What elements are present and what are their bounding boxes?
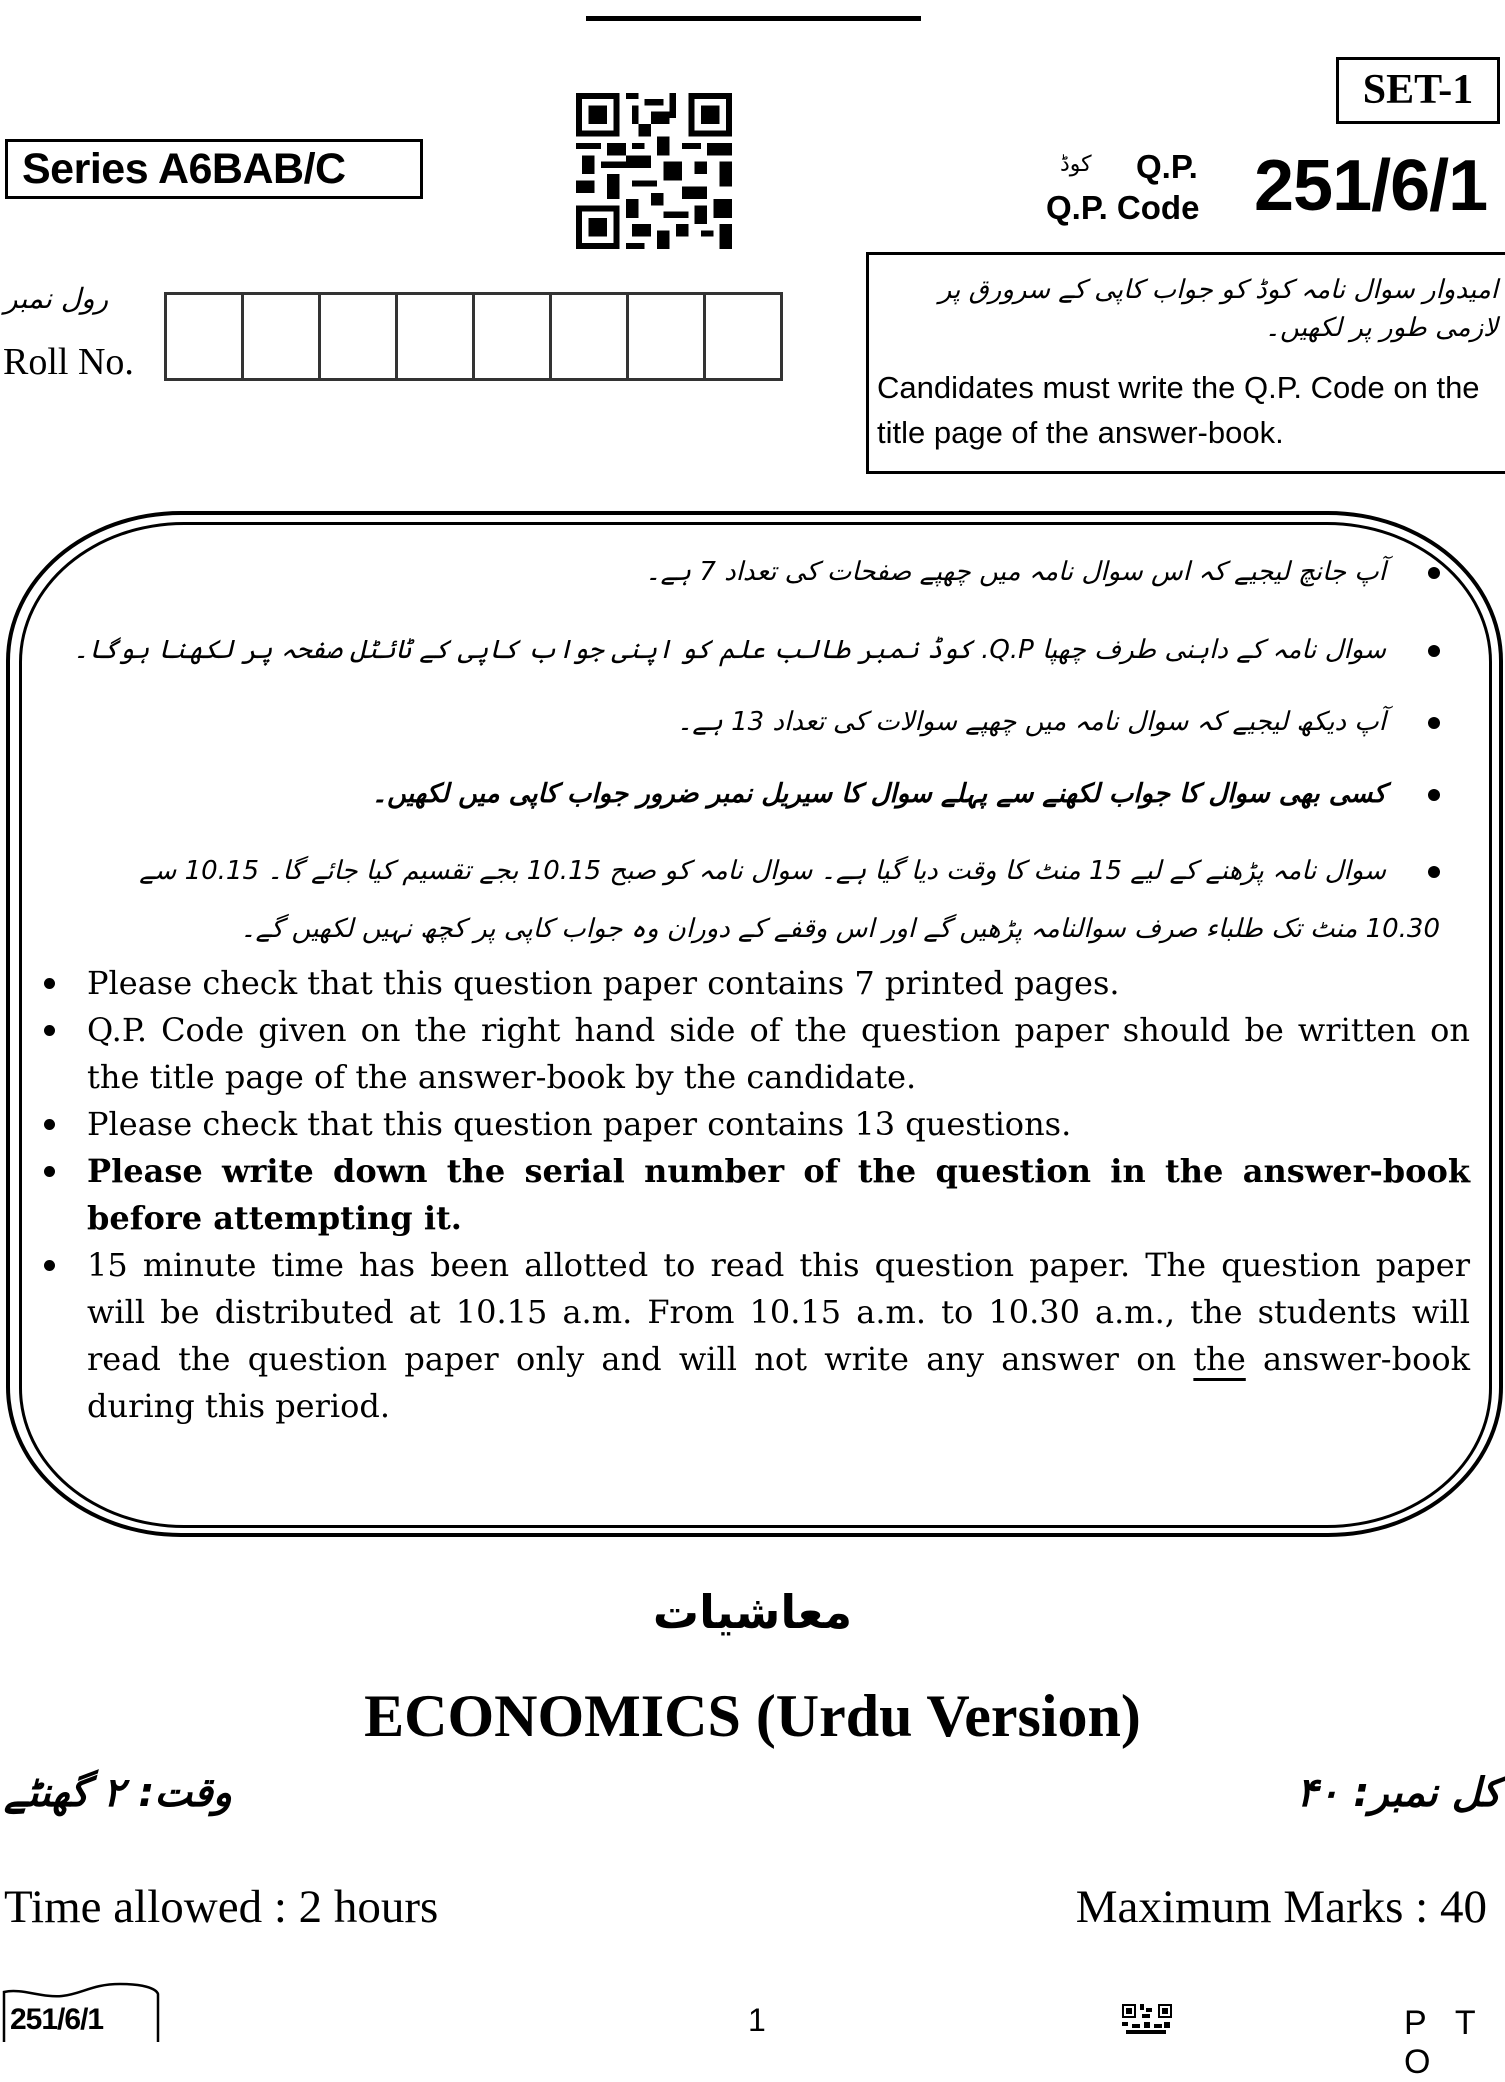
page-number: 1 (748, 2002, 766, 2038)
english-instruction-item: 15 minute time has been allotted to read this question paper. The question paper will be distributed at 10.15 a.m. From 10.15 a.m. to 10.30 a.m., the students will read the question paper only and will not write any answer on the answer-book during this period. (40, 1242, 1470, 1430)
roll-number-cell[interactable] (321, 295, 398, 378)
english-instruction-item: Please write down the serial number of the question in the answer-book before attempting it. (40, 1148, 1470, 1242)
candidate-note-box (866, 252, 1505, 474)
roll-number-cell[interactable] (244, 295, 321, 378)
series-box (5, 139, 423, 199)
roll-number-cell[interactable] (167, 295, 244, 378)
english-instructions-list (40, 960, 1470, 1430)
urdu-instruction-item: آپ دیکھ لیجیے کہ سوال نامہ میں چھپے سوالات کی تعداد 13 ہے۔ (60, 692, 1440, 752)
qp-label-line2: Q.P. Code (1046, 189, 1200, 226)
max-marks-english: Maximum Marks : 40 (1075, 1881, 1487, 1933)
subject-title-english: ECONOMICS (Urdu Version) (364, 1683, 1141, 1749)
set-label: SET-1 (1362, 67, 1474, 113)
please-turn-over: P T O (1404, 2004, 1486, 2081)
urdu-instruction-item: آپ جانچ لیجیے کہ اس سوال نامہ میں چھپے صفحات کی تعداد 7 ہے۔ (60, 542, 1440, 602)
roll-no-label: Roll No. (3, 341, 134, 383)
urdu-instruction-item: سوال نامہ پڑھنے کے لیے 15 منٹ کا وقت دیا گیا ہے۔ سوال نامہ کو صبح 10.15 بجے تقسیم کیا جائے گا۔ 10.15 سے 10.30 منٹ تک طلباء صرف سوالنامہ پڑھیں گے اور اس وقفے کے دوران وہ جواب کاپی پر کچھ نہیں لکھیں گے۔ (139, 856, 1440, 944)
urdu-instruction-item: سوال نامہ کے داہنی طرف چھپا Q.P. کوڈ نمبر طالب علم کو اپنی جواب کاپی کے ٹائٹل صفحہ پر لکھنا ہوگا۔ (60, 620, 1440, 680)
roll-no-urdu-label: رول نمبر (4, 282, 109, 315)
roll-number-cell[interactable] (629, 295, 706, 378)
max-marks-urdu: کل نمبر: ۴۰ (1296, 1770, 1501, 1816)
series-label: Series A6BAB/C (22, 145, 346, 193)
bullet-icon (1428, 866, 1440, 878)
time-allowed-english: Time allowed : 2 hours (4, 1881, 439, 1933)
footer-qp-code: 251/6/1 (10, 2003, 104, 2036)
bullet-icon (1428, 645, 1440, 657)
underlined-word: the (1193, 1340, 1246, 1378)
candidate-note-english: Candidates must write the Q.P. Code on the title page of the answer-book. (877, 370, 1480, 450)
subject-title-urdu: معاشیات (652, 1585, 853, 1639)
bullet-icon (1428, 717, 1440, 729)
english-instruction-item: Q.P. Code given on the right hand side of the question paper should be written on the title page of the answer-book by the candidate. (40, 1007, 1470, 1101)
english-instruction-item: Please check that this question paper contains 13 questions. (40, 1101, 1470, 1148)
qp-code-value: 251/6/1 (1254, 146, 1488, 226)
roll-number-cell[interactable] (398, 295, 475, 378)
set-number-box (1336, 57, 1500, 124)
time-allowed-urdu: وقت: ۲ گھنٹے (4, 1770, 233, 1816)
bullet-icon (1428, 567, 1440, 579)
roll-number-cell[interactable] (552, 295, 629, 378)
footer-qr-code-icon (1122, 2004, 1172, 2034)
roll-number-boxes (164, 292, 783, 381)
urdu-instruction-item: کسی بھی سوال کا جواب لکھنے سے پہلے سوال کا سیریل نمبر ضرور جواب کاپی میں لکھیں۔ (60, 764, 1440, 824)
english-instruction-item: Please check that this question paper contains 7 printed pages. (40, 960, 1470, 1007)
bullet-icon (1428, 789, 1440, 801)
qp-code-urdu-label: کوڈ (1060, 152, 1092, 177)
qr-code-icon (575, 93, 733, 249)
top-rule (586, 16, 921, 21)
qp-label-line1: Q.P. (1136, 148, 1198, 185)
roll-number-cell[interactable] (706, 295, 780, 378)
roll-number-cell[interactable] (475, 295, 552, 378)
candidate-note-urdu: امیدوار سوال نامہ کوڈ کو جواب کاپی کے سرورق پر لازمی طور پر لکھیں۔ (938, 275, 1498, 343)
